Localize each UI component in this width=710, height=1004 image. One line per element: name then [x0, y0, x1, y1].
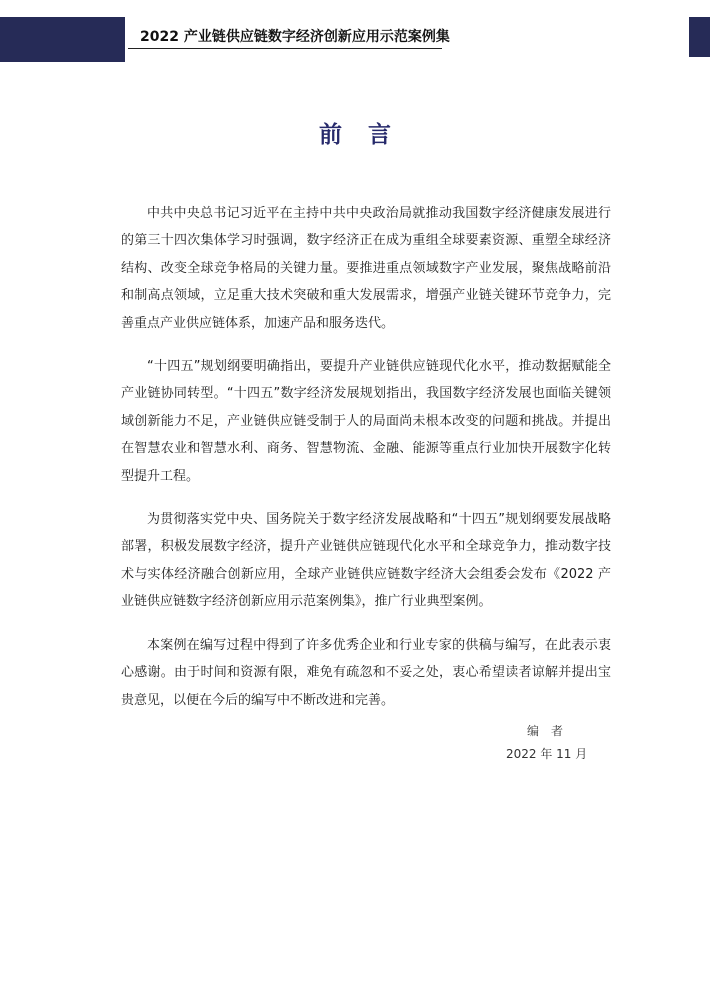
- signature-date: 2022 年 11 月: [506, 747, 588, 761]
- page-corner-tab: [689, 17, 710, 57]
- paragraph-3: 为贯彻落实党中央、国务院关于数字经济发展战略和“十四五”规划纲要发展战略部署，积极发展数字经济，提升产业链供应链现代化水平和全球竞争力，推动数字技术与实体经济融合创新应用，全球产业链供应链数字经济大会组委会发布《2022 产业链供应链数字经济创新应用示范案例集》，推广行业典型案例。: [121, 512, 611, 610]
- signature-author: 编者: [527, 724, 576, 738]
- header-underline: [128, 48, 442, 49]
- running-header-title: 2022 产业链供应链数字经济创新应用示范案例集: [140, 29, 450, 45]
- paragraph-2: “十四五”规划纲要明确指出，要提升产业链供应链现代化水平，推动数据赋能全产业链协同转型。“十四五”数字经济发展规划指出，我国数字经济发展也面临关键领域创新能力不足，产业链供应链受制于人的局面尚未根本改变的问题和挑战。并提出在智慧农业和智慧水利、商务、智慧物流、金融、能源等重点行业加快开展数字化转型提升工程。: [121, 359, 611, 484]
- paragraph-1: 中共中央总书记习近平在主持中共中央政治局就推动我国数字经济健康发展进行的第三十四次集体学习时强调，数字经济正在成为重组全球要素资源、重塑全球经济结构、改变全球竞争格局的关键力量。要推进重点领域数字产业发展，聚焦战略前沿和制高点领域，立足重大技术突破和重大发展需求，增强产业链关键环节竞争力，完善重点产业供应链体系，加速产品和服务迭代。: [121, 206, 611, 331]
- page-title: 前言: [319, 121, 417, 148]
- header-color-block: [0, 17, 125, 62]
- paragraph-4: 本案例在编写过程中得到了许多优秀企业和行业专家的供稿与编写，在此表示衷心感谢。由于时间和资源有限，难免有疏忽和不妥之处，衷心希望读者谅解并提出宝贵意见，以便在今后的编写中不断改进和完善。: [121, 637, 611, 708]
- preface-body: [121, 200, 611, 730]
